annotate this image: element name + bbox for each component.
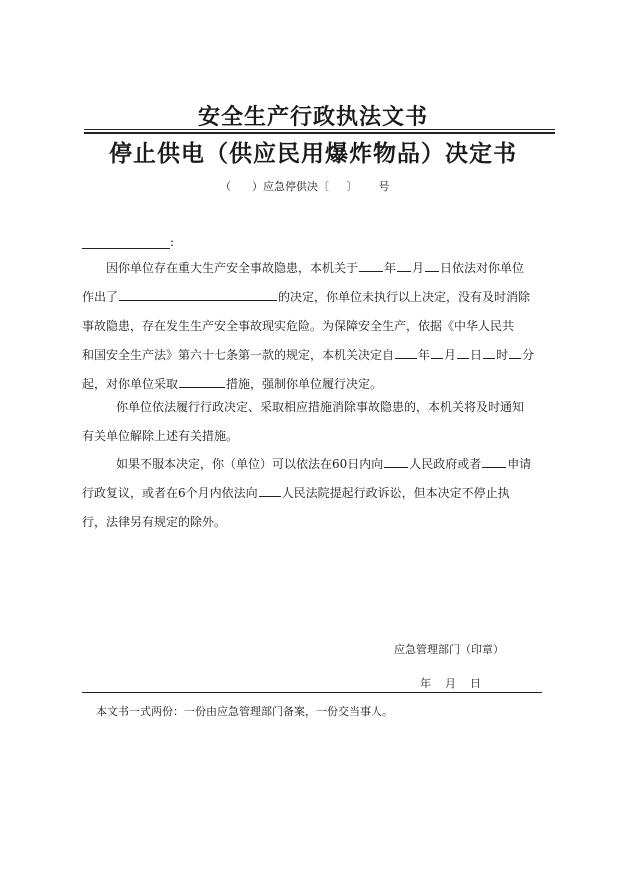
p1-line-2: [82, 285, 552, 314]
p1-text-1c: 月: [412, 261, 425, 275]
p1-text-4c: 月: [444, 348, 457, 362]
day-blank-2[interactable]: [457, 344, 469, 359]
p1-text-4e: 时: [496, 348, 509, 362]
p1-text-2a: 作出了: [82, 290, 119, 304]
p3-line-3: [82, 510, 552, 539]
hour-blank[interactable]: [483, 344, 495, 359]
p3-text-1b: 人民政府或者: [409, 457, 482, 471]
minute-blank[interactable]: [509, 344, 521, 359]
p1-line-3: [82, 314, 552, 343]
day-blank-1[interactable]: [425, 257, 439, 272]
p1-text-4a: 和国安全生产法》第六十七条第一款的规定，本机关决定自: [82, 348, 395, 362]
p3-text-2a: 行政复议，或者在6个月内依法向: [82, 486, 258, 500]
measure-blank[interactable]: [179, 373, 225, 388]
series-title: 安全生产行政执法文书: [197, 105, 428, 130]
court-blank[interactable]: [259, 482, 281, 497]
title-rule-thick: [84, 132, 555, 134]
p1-text-5b: 措施，强制你单位履行决定。: [226, 377, 383, 391]
year-blank-1[interactable]: [359, 257, 383, 272]
government-blank[interactable]: [384, 453, 408, 468]
p1-text-4f: 分: [522, 348, 535, 362]
footer-note: 本文书一式两份：一份由应急管理部门备案，一份交当事人。: [96, 705, 393, 718]
p3-line-2: [82, 481, 552, 510]
paragraph-lift-measures: [82, 395, 552, 453]
p1-text-1b: 年: [384, 261, 397, 275]
p2-line-1: [82, 395, 552, 424]
p1-text-2b: 的决定，你单位未执行以上决定，没有及时消除: [278, 290, 531, 304]
p3-text-3: 行，法律另有规定的除外。: [82, 515, 227, 529]
decision-content-blank[interactable]: [119, 286, 277, 301]
p1-text-1a: 因你单位存在重大生产安全事故隐患，本机关于: [106, 261, 359, 275]
issue-date: 年 月 日: [420, 677, 481, 690]
footer-rule: [82, 692, 542, 693]
p1-text-1d: 日依法对你单位: [440, 261, 525, 275]
p1-line-1: [82, 256, 552, 285]
p2-text-1: 你单位依法履行行政决定、采取相应措施消除事故隐患的，本机关将及时通知: [116, 400, 525, 414]
p1-text-3: 事故隐患，存在发生生产安全事故现实危险。为保障安全生产，依据《中华人民共: [82, 319, 515, 333]
p2-text-2: 有关单位解除上述有关措施。: [82, 429, 239, 443]
document-number: （ ）应急停供决〔 〕 号: [220, 180, 390, 193]
month-blank-1[interactable]: [397, 257, 411, 272]
p3-text-1c: 申请: [507, 457, 532, 471]
title-rule-thin: [84, 129, 555, 130]
addressee-colon: :: [170, 235, 175, 249]
year-blank-2[interactable]: [395, 344, 417, 359]
p3-text-1a: 如果不服本决定，你（单位）可以依法在60日内向: [116, 457, 384, 471]
p1-text-4d: 日: [470, 348, 483, 362]
p3-text-2b: 人民法院提起行政诉讼，但本决定不停止执: [281, 486, 510, 500]
agency-blank[interactable]: [482, 453, 506, 468]
month-blank-2[interactable]: [431, 344, 443, 359]
paragraph-decision: [82, 256, 552, 401]
addressee-line: [82, 235, 174, 249]
p3-line-1: [82, 452, 552, 481]
issuing-department-seal: 应急管理部门（印章）: [394, 643, 504, 656]
p1-line-4: [82, 343, 552, 372]
paragraph-appeal-rights: [82, 452, 552, 539]
p2-line-2: [82, 424, 552, 453]
p1-text-5a: 起，对你单位采取: [82, 377, 179, 391]
document-title: 停止供电（供应民用爆炸物品）决定书: [109, 141, 517, 167]
p1-text-4b: 年: [418, 348, 431, 362]
addressee-blank[interactable]: [82, 236, 170, 249]
